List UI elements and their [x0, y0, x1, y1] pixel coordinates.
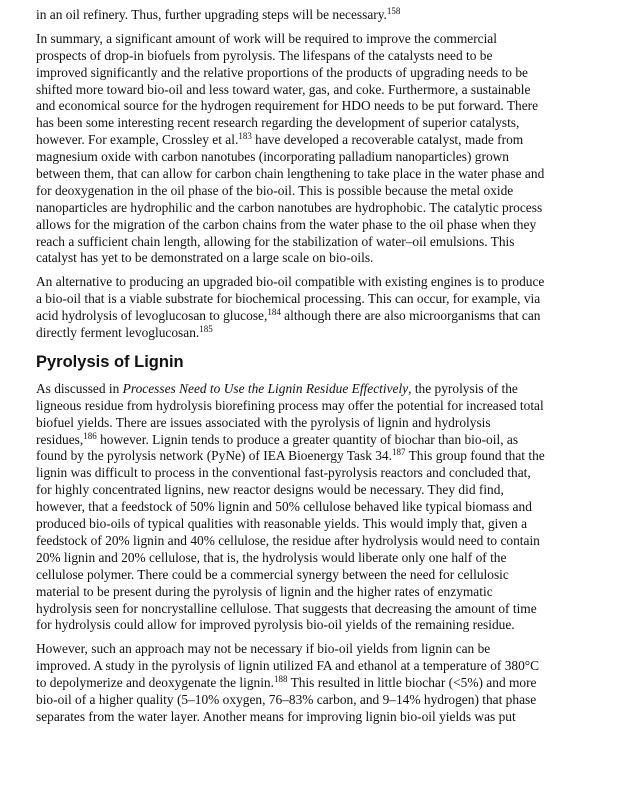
citation-reference: 158	[386, 6, 401, 16]
text-segment: to depolymerize and deoxygenate the lignin.	[36, 675, 274, 691]
text-line	[36, 567, 596, 584]
paragraph	[36, 274, 596, 342]
text-line	[36, 516, 596, 533]
text-line	[36, 308, 596, 325]
citation-reference: 185	[199, 324, 213, 335]
citation-reference: 187	[391, 447, 406, 458]
section-drop-in-biofuels	[36, 7, 596, 342]
text-segment: however, that a feedstock of 50% lignin and 50% cellulose behaved like typical biomass and	[36, 499, 532, 515]
text-line	[36, 601, 596, 618]
text-line	[36, 550, 596, 567]
text-line	[36, 584, 596, 601]
text-segment: An alternative to producing an upgraded bio-oil compatible with existing engines is to produce	[36, 274, 545, 290]
text-line	[36, 641, 596, 658]
text-line	[36, 7, 596, 24]
text-segment: biofuel yields. There are issues associated with the pyrolysis of lignin and hydrolysis	[36, 414, 491, 430]
text-segment: This group found that the	[405, 448, 545, 464]
text-segment: catalyst has yet to be demonstrated on a large scale on bio-oils.	[36, 250, 374, 266]
text-segment: lignin was difficult to process in the conventional fast-pyrolysis reactors and concluded that,	[36, 465, 531, 481]
text-segment: shifted more toward bio-oil and less toward water, gas, and coke. Furthermore, a sustainable	[36, 81, 531, 97]
text-segment: for highly concentrated lignins, new reactor designs would be necessary. They did find,	[36, 482, 504, 498]
text-segment: residues,	[36, 431, 84, 447]
text-segment: between them, that can allow for carbon chain lengthening to take place in the water phase and	[36, 166, 545, 182]
text-segment: a bio-oil that is a viable substrate for biochemical processing. This can occur, for example, via	[36, 291, 541, 307]
text-line	[36, 98, 596, 115]
text-line	[36, 432, 596, 449]
text-segment: ligneous residue from hydrolysis biorefining process may offer the potential for increased total	[36, 397, 544, 413]
text-line	[36, 217, 596, 234]
text-line	[36, 415, 596, 432]
text-line	[36, 381, 596, 398]
text-segment: separates from the water layer. Another means for improving lignin bio-oil yields was put	[36, 708, 516, 724]
text-segment: for hydrolysis could allow for improved pyrolysis bio-oil yields of the remaining residue.	[36, 617, 515, 633]
text-segment: have developed a recoverable catalyst, made from	[251, 132, 524, 148]
text-line	[36, 31, 596, 48]
text-segment: nanoparticles are hydrophilic and the carbon nanotubes are hydrophobic. The catalytic process	[36, 199, 543, 215]
document-page	[36, 7, 596, 733]
text-segment: However, such an approach may not be necessary if bio-oil yields from lignin can be	[36, 641, 491, 657]
text-line	[36, 658, 596, 675]
text-segment: magnesium oxide with carbon nanotubes (incorporating palladium nanoparticles) grown	[36, 149, 510, 165]
text-segment: has been some interesting recent research regarding the development of superior catalysts,	[36, 115, 520, 131]
text-segment: This resulted in little biochar (<5%) and more	[287, 675, 537, 691]
text-line	[36, 709, 596, 726]
text-segment: directly ferment levoglucosan.	[36, 325, 200, 341]
text-line	[36, 234, 596, 251]
text-segment: improved. A study in the pyrolysis of lignin utilized FA and ethanol at a temperature of 380°C	[36, 658, 540, 674]
text-segment: reach a sufficient chain length, allowing for the stabilization of water–oil emulsions. This	[36, 233, 515, 249]
text-line	[36, 274, 596, 291]
text-line	[36, 448, 596, 465]
text-segment: improved significantly and the relative proportions of the products of upgrading needs to be	[36, 64, 528, 80]
text-line	[36, 200, 596, 217]
text-line	[36, 692, 596, 709]
text-segment: in an oil refinery. Thus, further upgrading steps will be necessary.	[36, 7, 387, 22]
paragraph	[36, 641, 596, 725]
text-segment: 20% lignin and 20% cellulose, that is, the hydrolysis would liberate only one half of the	[36, 549, 507, 565]
italic-title: Processes Need to Use the Lignin Residue Effectively	[122, 380, 409, 396]
text-segment: allows for the migration of the carbon chains from the water phase to the oil phase when they	[36, 216, 537, 232]
text-segment: bio-oil of a higher quality (5–10% oxygen, 76–83% carbon, and 9–14% hydrogen) that phase	[36, 691, 537, 707]
section-heading: Pyrolysis of Lignin	[36, 352, 184, 371]
paragraph	[36, 7, 596, 24]
text-segment: , the pyrolysis of the	[408, 380, 518, 396]
text-line	[36, 166, 596, 183]
text-line	[36, 48, 596, 65]
text-segment: for deoxygenation in the oil phase of the bio-oil. This is possible because the metal oxide	[36, 182, 514, 198]
text-line	[36, 250, 596, 267]
text-line	[36, 132, 596, 149]
text-line	[36, 82, 596, 99]
text-line	[36, 465, 596, 482]
paragraph	[36, 381, 596, 634]
text-segment: cellulose polymer. There could be a commercial synergy between the need for cellulosic	[36, 566, 509, 582]
section-pyrolysis-of-lignin	[36, 381, 596, 726]
citation-reference: 188	[273, 674, 288, 685]
text-segment: feedstock of 20% lignin and 40% cellulose, the residue after hydrolysis would need to contain	[36, 532, 540, 548]
text-segment: acid hydrolysis of levoglucosan to glucose,	[36, 308, 268, 324]
text-segment: found by the pyrolysis network (PyNe) of IEA Bioenergy Task 34.	[36, 448, 392, 464]
text-segment: although there are also microorganisms that can	[280, 308, 541, 324]
text-segment: In summary, a significant amount of work will be required to improve the commercial	[36, 30, 497, 46]
text-segment: produced bio-oils of typical qualities with reasonable yields. This would imply that, given a	[36, 516, 528, 532]
text-line	[36, 617, 596, 634]
text-line	[36, 291, 596, 308]
text-line	[36, 482, 596, 499]
text-line	[36, 149, 596, 166]
text-line	[36, 675, 596, 692]
text-line	[36, 65, 596, 82]
citation-reference: 183	[238, 131, 252, 142]
citation-reference: 184	[267, 307, 281, 318]
text-segment: and economical source for the hydrogen requirement for HDO needs to be put forward. There	[36, 98, 539, 114]
citation-reference: 186	[83, 430, 97, 441]
text-line	[36, 499, 596, 516]
text-line	[36, 183, 596, 200]
text-segment: prospects of drop-in biofuels from pyrolysis. The lifespans of the catalysts need to be	[36, 47, 493, 63]
text-segment: material to be present during the pyrolysis of lignin and the higher rates of enzymatic	[36, 583, 493, 599]
text-segment: however. For example, Crossley et al.	[36, 132, 239, 148]
text-segment: however. Lignin tends to produce a greater quantity of biochar than bio-oil, as	[96, 431, 519, 447]
text-line	[36, 398, 596, 415]
text-line	[36, 115, 596, 132]
text-line	[36, 325, 596, 342]
text-line	[36, 533, 596, 550]
text-segment: As discussed in	[36, 380, 123, 396]
paragraph	[36, 31, 596, 267]
text-segment: hydrolysis seen for noncrystalline cellulose. That suggests that decreasing the amount of time	[36, 600, 537, 616]
